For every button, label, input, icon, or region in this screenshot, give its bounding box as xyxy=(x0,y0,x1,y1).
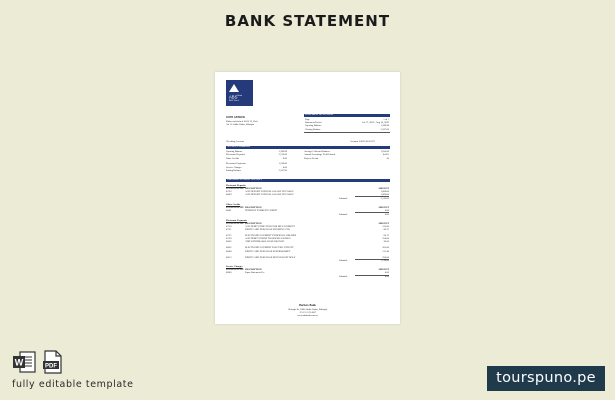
activity-group-title: Electronic Payments xyxy=(226,218,248,222)
logo-brand: $ABS^{Bank}$ xyxy=(229,94,242,100)
activity-row-date: 07/25 xyxy=(226,233,232,237)
activity-row-date: 07/21 xyxy=(226,227,232,231)
customer-address-2: Ab 15 Addis Ababa, Ethiopia xyxy=(226,122,255,126)
activity-row-date: 08/12 xyxy=(226,255,232,259)
activity-row-description: DEBIT CARD PURCHASE SUPERMARKET xyxy=(245,249,291,253)
activity-subtotal-label: Subtotal: xyxy=(339,259,348,263)
editable-template-note: fully editable template xyxy=(12,379,134,390)
account-summary-value: 0.00% xyxy=(382,153,389,157)
activity-row-amount: 256.00 xyxy=(382,255,389,259)
activity-column-header: POSTING DATE xyxy=(226,186,244,190)
activity-row-date: 08/08 xyxy=(226,249,232,253)
activity-row-date: 07/18 xyxy=(226,224,232,228)
account-summary-value: 2,136.00 xyxy=(278,153,287,157)
account-summary-label: Electronic Payments xyxy=(226,162,246,166)
activity-row-date: 08/02 xyxy=(226,240,232,244)
statement-box-label: Closing Balance xyxy=(305,127,321,131)
activity-row-description: ACH DEBIT ETHIO TELECOM BILL PAYMENT xyxy=(245,224,295,228)
activity-row-amount: 205.00 xyxy=(382,246,389,250)
activity-subtotal-label: Subtotal: xyxy=(339,196,348,200)
activity-row-amount: 20.00 xyxy=(383,240,389,244)
account-summary-label: Service Charges xyxy=(226,165,242,169)
account-summary-value: 30 xyxy=(386,156,389,160)
activity-column-header: DESCRIPTION xyxy=(245,186,262,190)
account-type: Checking Account xyxy=(226,140,244,143)
svg-text:PDF: PDF xyxy=(45,363,57,370)
activity-column-header: POSTING DATE xyxy=(226,221,244,225)
activity-row-amount: 64.17 xyxy=(383,233,389,237)
activity-column-header: POSTING DATE xyxy=(226,268,244,272)
activity-column-header: AMOUNT xyxy=(378,186,389,190)
account-summary-label: Annual Percentage Yield Earned xyxy=(304,153,336,157)
statement-document xyxy=(215,72,400,324)
logo-triangle-icon xyxy=(229,84,239,92)
activity-row-amount: 0.00 xyxy=(384,271,389,275)
activity-column-header: AMOUNT xyxy=(378,221,389,225)
activity-subtotal-label: Subtotal: xyxy=(339,212,348,216)
bank-footer-line-2: +251 11 123 4567 xyxy=(298,311,317,314)
activity-column-header: POSTING DATE xyxy=(226,205,244,209)
activity-row-amount: 125.00 xyxy=(382,224,389,228)
activity-column-header: AMOUNT xyxy=(378,268,389,272)
activity-group-title: Other Credits xyxy=(226,202,241,206)
account-summary-value: 1,650.00 xyxy=(380,150,389,153)
activity-column-header: DESCRIPTION xyxy=(245,205,262,209)
activity-row-description: ACH DEPOSIT PAYROLL SALARY ID 1234567 xyxy=(245,189,294,193)
statement-box-label: Statement Period xyxy=(305,121,322,125)
activity-row-description: DEBIT CARD PURCHASE RESTAURANT BOLE xyxy=(245,255,296,259)
account-summary-value: 1,218.00 xyxy=(278,162,287,166)
activity-column-header: DESCRIPTION xyxy=(245,268,262,272)
activity-row-description: ACH DEPOSIT PAYROLL SALARY ID 1234567 xyxy=(245,192,294,196)
activity-row-description: INTEREST PAYMENT CREDIT xyxy=(245,208,278,212)
bank-logo xyxy=(226,80,253,106)
account-summary-label: Average Collected Balance xyxy=(304,150,330,153)
account-summary-label: Electronic Deposits xyxy=(226,153,245,157)
customer-name: JOHN GEEKER xyxy=(226,116,245,119)
activity-header: CHECKING ACCOUNT ACTIVITY xyxy=(226,179,390,182)
activity-row-date: 07/26 xyxy=(226,189,232,193)
activity-subtotal-value: 0.00 xyxy=(384,275,389,279)
statement-box-label: Opening Balance xyxy=(305,124,322,128)
activity-row-date: 07/28 xyxy=(226,237,232,241)
activity-row-date: 08/09 xyxy=(226,192,232,196)
activity-row-description: ELECTRONIC PAYMENT ETHIOPIAN AIRLINES xyxy=(245,233,297,237)
account-summary-value: 1,188.98 xyxy=(278,150,287,153)
activity-row-description: Paper Statement Fee xyxy=(245,271,265,275)
activity-row-description: ATM WITHDRAWAL BOLE BRANCH xyxy=(245,240,285,244)
activity-row-amount: 0.00 xyxy=(384,208,389,212)
pdf-file-icon xyxy=(43,350,63,374)
word-file-icon xyxy=(12,350,36,374)
activity-column-header: AMOUNT xyxy=(378,205,389,209)
activity-row-description: ACH DEBIT ONLINE TRANSFER SAVINGS xyxy=(245,237,291,241)
activity-row-amount: 211.46 xyxy=(382,249,389,253)
page-title: BANK STATEMENT xyxy=(224,12,391,30)
account-summary-header: ACCOUNT SUMMARY xyxy=(226,146,390,149)
statement-box-label: Page xyxy=(305,118,310,121)
activity-row-amount: 1,068.00 xyxy=(380,192,389,196)
account-summary-value: 0.00 xyxy=(282,156,287,160)
bank-footer-name: Barbers Bank xyxy=(299,304,316,307)
statement-box-header: STATEMENT OF ACCOUNT xyxy=(304,114,390,117)
activity-row-description: ELECTRONIC PAYMENT ELECTRIC UTILITY xyxy=(245,246,294,250)
activity-row-amount: 250.00 xyxy=(382,237,389,241)
logo-subtitle: ABS Bank xyxy=(229,100,239,102)
activity-row-date: 08/05 xyxy=(226,246,232,250)
activity-group-title: Service Charges xyxy=(226,265,243,269)
statement-box-value: 2,107.00 xyxy=(380,127,389,131)
account-number: Account # 0023 0156 627 xyxy=(350,140,375,143)
account-summary-value: 2,107.00 xyxy=(278,169,287,172)
activity-row-date: 08/01 xyxy=(226,208,232,212)
bank-footer-line-3: www.absbank.com.et xyxy=(297,314,318,317)
activity-subtotal-value: 2,136.00 xyxy=(380,196,389,200)
account-summary-label: Days in Period xyxy=(304,156,319,160)
account-summary-value: 0.00 xyxy=(282,165,287,169)
statement-box-value: 1 of 1 xyxy=(383,118,389,121)
account-summary-label: Other Credits xyxy=(226,156,239,160)
activity-row-date: 08/08 xyxy=(226,271,232,275)
account-summary-label: Opening Balance xyxy=(226,150,243,153)
activity-subtotal-value: 0.00 xyxy=(384,212,389,216)
activity-row-amount: 1,068.00 xyxy=(380,189,389,193)
statement-box-value: 1,188.98 xyxy=(380,124,389,128)
site-badge[interactable]: tourspuno.pe xyxy=(487,366,605,391)
statement-box-value: Jul 17, 2022 - Aug 16, 2022 xyxy=(362,121,389,125)
account-summary-label: Ending Balance xyxy=(226,169,242,172)
customer-address-1: Kirkos sub-kebele 08 W 12, Bole xyxy=(226,119,258,123)
activity-row-amount: 86.37 xyxy=(383,227,389,231)
activity-group-title: Electronic Deposits xyxy=(226,183,246,187)
activity-subtotal-label: Subtotal: xyxy=(339,275,348,279)
activity-column-header: DESCRIPTION xyxy=(245,221,262,225)
svg-text:W: W xyxy=(14,357,24,368)
activity-subtotal-value: 1,218.00 xyxy=(380,259,389,263)
activity-row-description: DEBIT CARD PURCHASE SHOPPING CTR xyxy=(245,227,290,231)
bank-footer-line-1: Ghiorgis St, 1000 Addis Ababa, Ethiopia xyxy=(287,308,328,311)
